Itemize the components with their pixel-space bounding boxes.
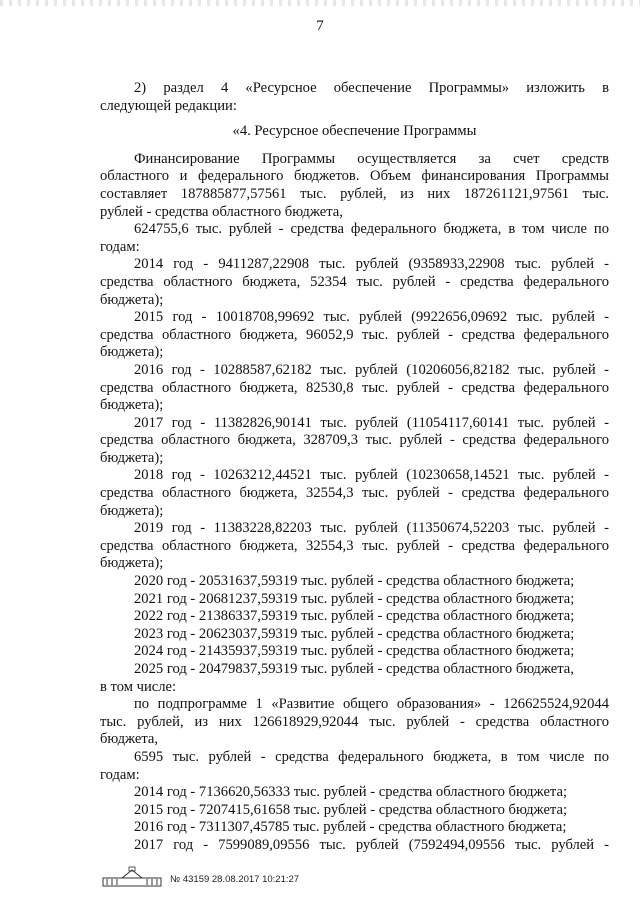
document-body xyxy=(100,80,609,855)
text-line: средства областного бюджета, 52354 тыс. рублей - средства федерального xyxy=(100,273,609,290)
text-line: бюджета); xyxy=(100,397,164,414)
scan-top-artifacts xyxy=(0,0,640,6)
text-line: рублей - средства областного бюджета, xyxy=(100,203,343,220)
text-line: бюджета); xyxy=(100,449,164,466)
text-line: 2025 год - 20479837,59319 тыс. рублей - средства областного бюджета, xyxy=(134,661,574,677)
text-line: в том числе: xyxy=(100,678,177,695)
text-line: бюджета); xyxy=(100,502,164,519)
footer xyxy=(102,866,502,888)
text-line: бюджета); xyxy=(100,555,164,572)
intro-line: следующей редакции: xyxy=(100,97,237,114)
text-line: годам: xyxy=(100,766,140,783)
stamp-text: 43159 28.08.2017 10:21:27 xyxy=(182,874,300,885)
text-line: по подпрограмме 1 «Развитие общего образования» - 126625524,92044 xyxy=(134,696,609,713)
text-line: 2021 год - 20681237,59319 тыс. рублей - средства областного бюджета; xyxy=(134,590,575,607)
text-line: 2020 год - 20531637,59319 тыс. рублей - средства областного бюджета; xyxy=(134,573,575,590)
text-line: средства областного бюджета, 82530,8 тыс. рублей - средства федерального xyxy=(100,379,609,396)
text-line: 2018 год - 10263212,44521 тыс. рублей (10230658,14521 тыс. рублей - xyxy=(134,467,609,484)
text-line: 2017 год - 11382826,90141 тыс. рублей (11054117,60141 тыс. рублей - xyxy=(134,414,609,431)
building-logo-icon xyxy=(102,866,162,893)
text-line: 2016 год - 10288587,62182 тыс. рублей (10206056,82182 тыс. рублей - xyxy=(134,361,609,378)
text-line: областного и федерального бюджетов. Объем финансирования Программы xyxy=(100,168,609,185)
section-heading: «4. Ресурсное обеспечение Программы xyxy=(232,123,477,140)
text-line: средства областного бюджета, 32554,3 тыс. рублей - средства федерального xyxy=(100,485,609,502)
text-line: 2022 год - 21386337,59319 тыс. рублей - средства областного бюджета; xyxy=(134,608,575,625)
text-line: тыс. рублей, из них 126618929,92044 тыс. рублей - средства областного xyxy=(100,713,609,730)
text-line: Финансирование Программы осуществляется за счет средств xyxy=(134,150,609,167)
text-line: 2019 год - 11383228,82203 тыс. рублей (11350674,52203 тыс. рублей - xyxy=(134,520,609,537)
text-line: 2023 год - 20623037,59319 тыс. рублей - средства областного бюджета; xyxy=(134,625,575,642)
text-line: 2014 год - 7136620,56333 тыс. рублей - средства областного бюджета; xyxy=(134,784,568,801)
text-line: 2016 год - 7311307,45785 тыс. рублей - средства областного бюджета; xyxy=(134,819,567,836)
text-line: средства областного бюджета, 328709,3 тыс. рублей - средства федерального xyxy=(100,432,609,449)
page-number: 7 xyxy=(316,18,324,34)
text-line: 2014 год - 9411287,22908 тыс. рублей (9358933,22908 тыс. рублей - xyxy=(134,256,609,273)
text-line: бюджета); xyxy=(100,344,164,361)
text-line: средства областного бюджета, 32554,3 тыс. рублей - средства федерального xyxy=(100,537,609,554)
text-line: 624755,6 тыс. рублей - средства федерального бюджета, в том числе по xyxy=(134,221,609,238)
text-line: 2024 год - 21435937,59319 тыс. рублей - средства областного бюджета; xyxy=(134,643,575,660)
intro-line: 2) раздел 4 «Ресурсное обеспечение Программы» изложить в xyxy=(134,80,609,96)
text-line: бюджета); xyxy=(100,291,164,308)
text-line: 2015 год - 10018708,99692 тыс. рублей (9922656,09692 тыс. рублей - xyxy=(134,309,609,326)
text-line: 2015 год - 7207415,61658 тыс. рублей - средства областного бюджета; xyxy=(134,801,568,818)
text-line: годам: xyxy=(100,238,140,255)
text-line: бюджета, xyxy=(100,731,159,748)
body-text xyxy=(100,151,609,855)
text-line: средства областного бюджета, 96052,9 тыс. рублей - средства федерального xyxy=(100,326,609,343)
text-line: 6595 тыс. рублей - средства федерального бюджета, в том числе по xyxy=(134,748,609,765)
document-stamp: № 43159 28.08.2017 10:21:27 xyxy=(170,874,300,885)
text-line: 2017 год - 7599089,09556 тыс. рублей (7592494,09556 тыс. рублей - xyxy=(134,836,609,853)
text-line: составляет 187885877,57561 тыс. рублей, из них 187261121,97561 тыс. xyxy=(100,185,609,202)
